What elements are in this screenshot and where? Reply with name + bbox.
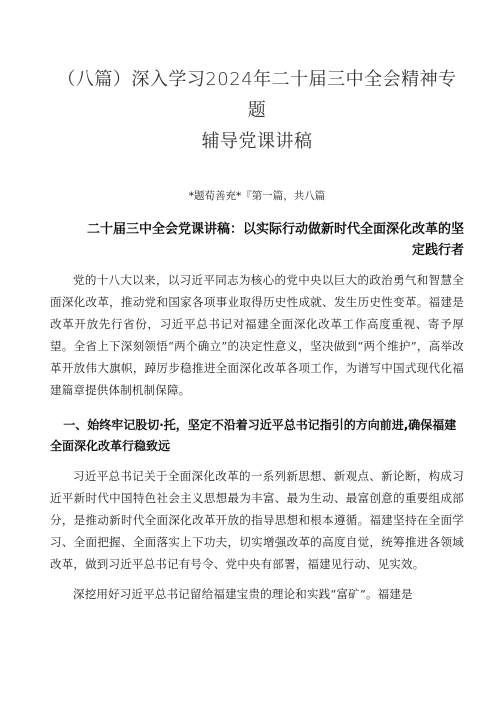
section-title-line2: 定践行者 (411, 243, 464, 258)
section-title (50, 219, 464, 261)
paragraph-1: 党的十八大以来，以习近平同志为核心的党中央以巨大的政治勇气和智慧全面深化改革，推动党和国家各项事业取得历史性成就、发生历史性变革。福建是改革开放先行省份，习近平总书记对福建全面深化改革工作高度重视、寄予厚望。全省上下深刻领悟“两个确立”的决定性意义，坚决做到“两个维护”，高举改革开放伟大旗帜，踔厉步稳推进全面深化改革各项工作，为谱写中国式现代化福建篇章提供体制机制保障。 (50, 273, 464, 397)
section-title-line1: 二十届三中全会党课讲稿：以实际行动做新时代全面深化改革的坚 (86, 222, 464, 237)
paragraph-2: 习近平总书记关于全面深化改革的一系列新思想、新观点、新论断，构成习近平新时代中国特色社会主义思想最为丰富、最为生动、最富创意的重要组成部分，是推动新时代全面深化改革开放的指导思想和根本遵循。福建坚持在全面学习、全面把握、全面落实上下功夫，切实增强改革的高度自觉，统筹推进各领域改革，做到习近平总书记有号令、党中央有部署，福建见行动、见实效。 (50, 469, 464, 571)
part-label: *题荀善充*『第一篇，共八篇 (188, 190, 326, 202)
subheading-1: 一、始终牢记股切·托，坚定不沿着习近平总书记指引的方向前进,确保福建全面深化改革行稳致远 (50, 418, 457, 453)
document-title (50, 64, 464, 157)
document-title-line1: （八篇）深入学习2024年二十届三中全会精神专题 (57, 69, 457, 121)
paragraph-3: 深挖用好习近平总书记留给福建宝贵的理论和实践“富矿”。福建是 (73, 587, 413, 601)
document-title-line2: 辅导党课讲稿 (201, 131, 313, 152)
